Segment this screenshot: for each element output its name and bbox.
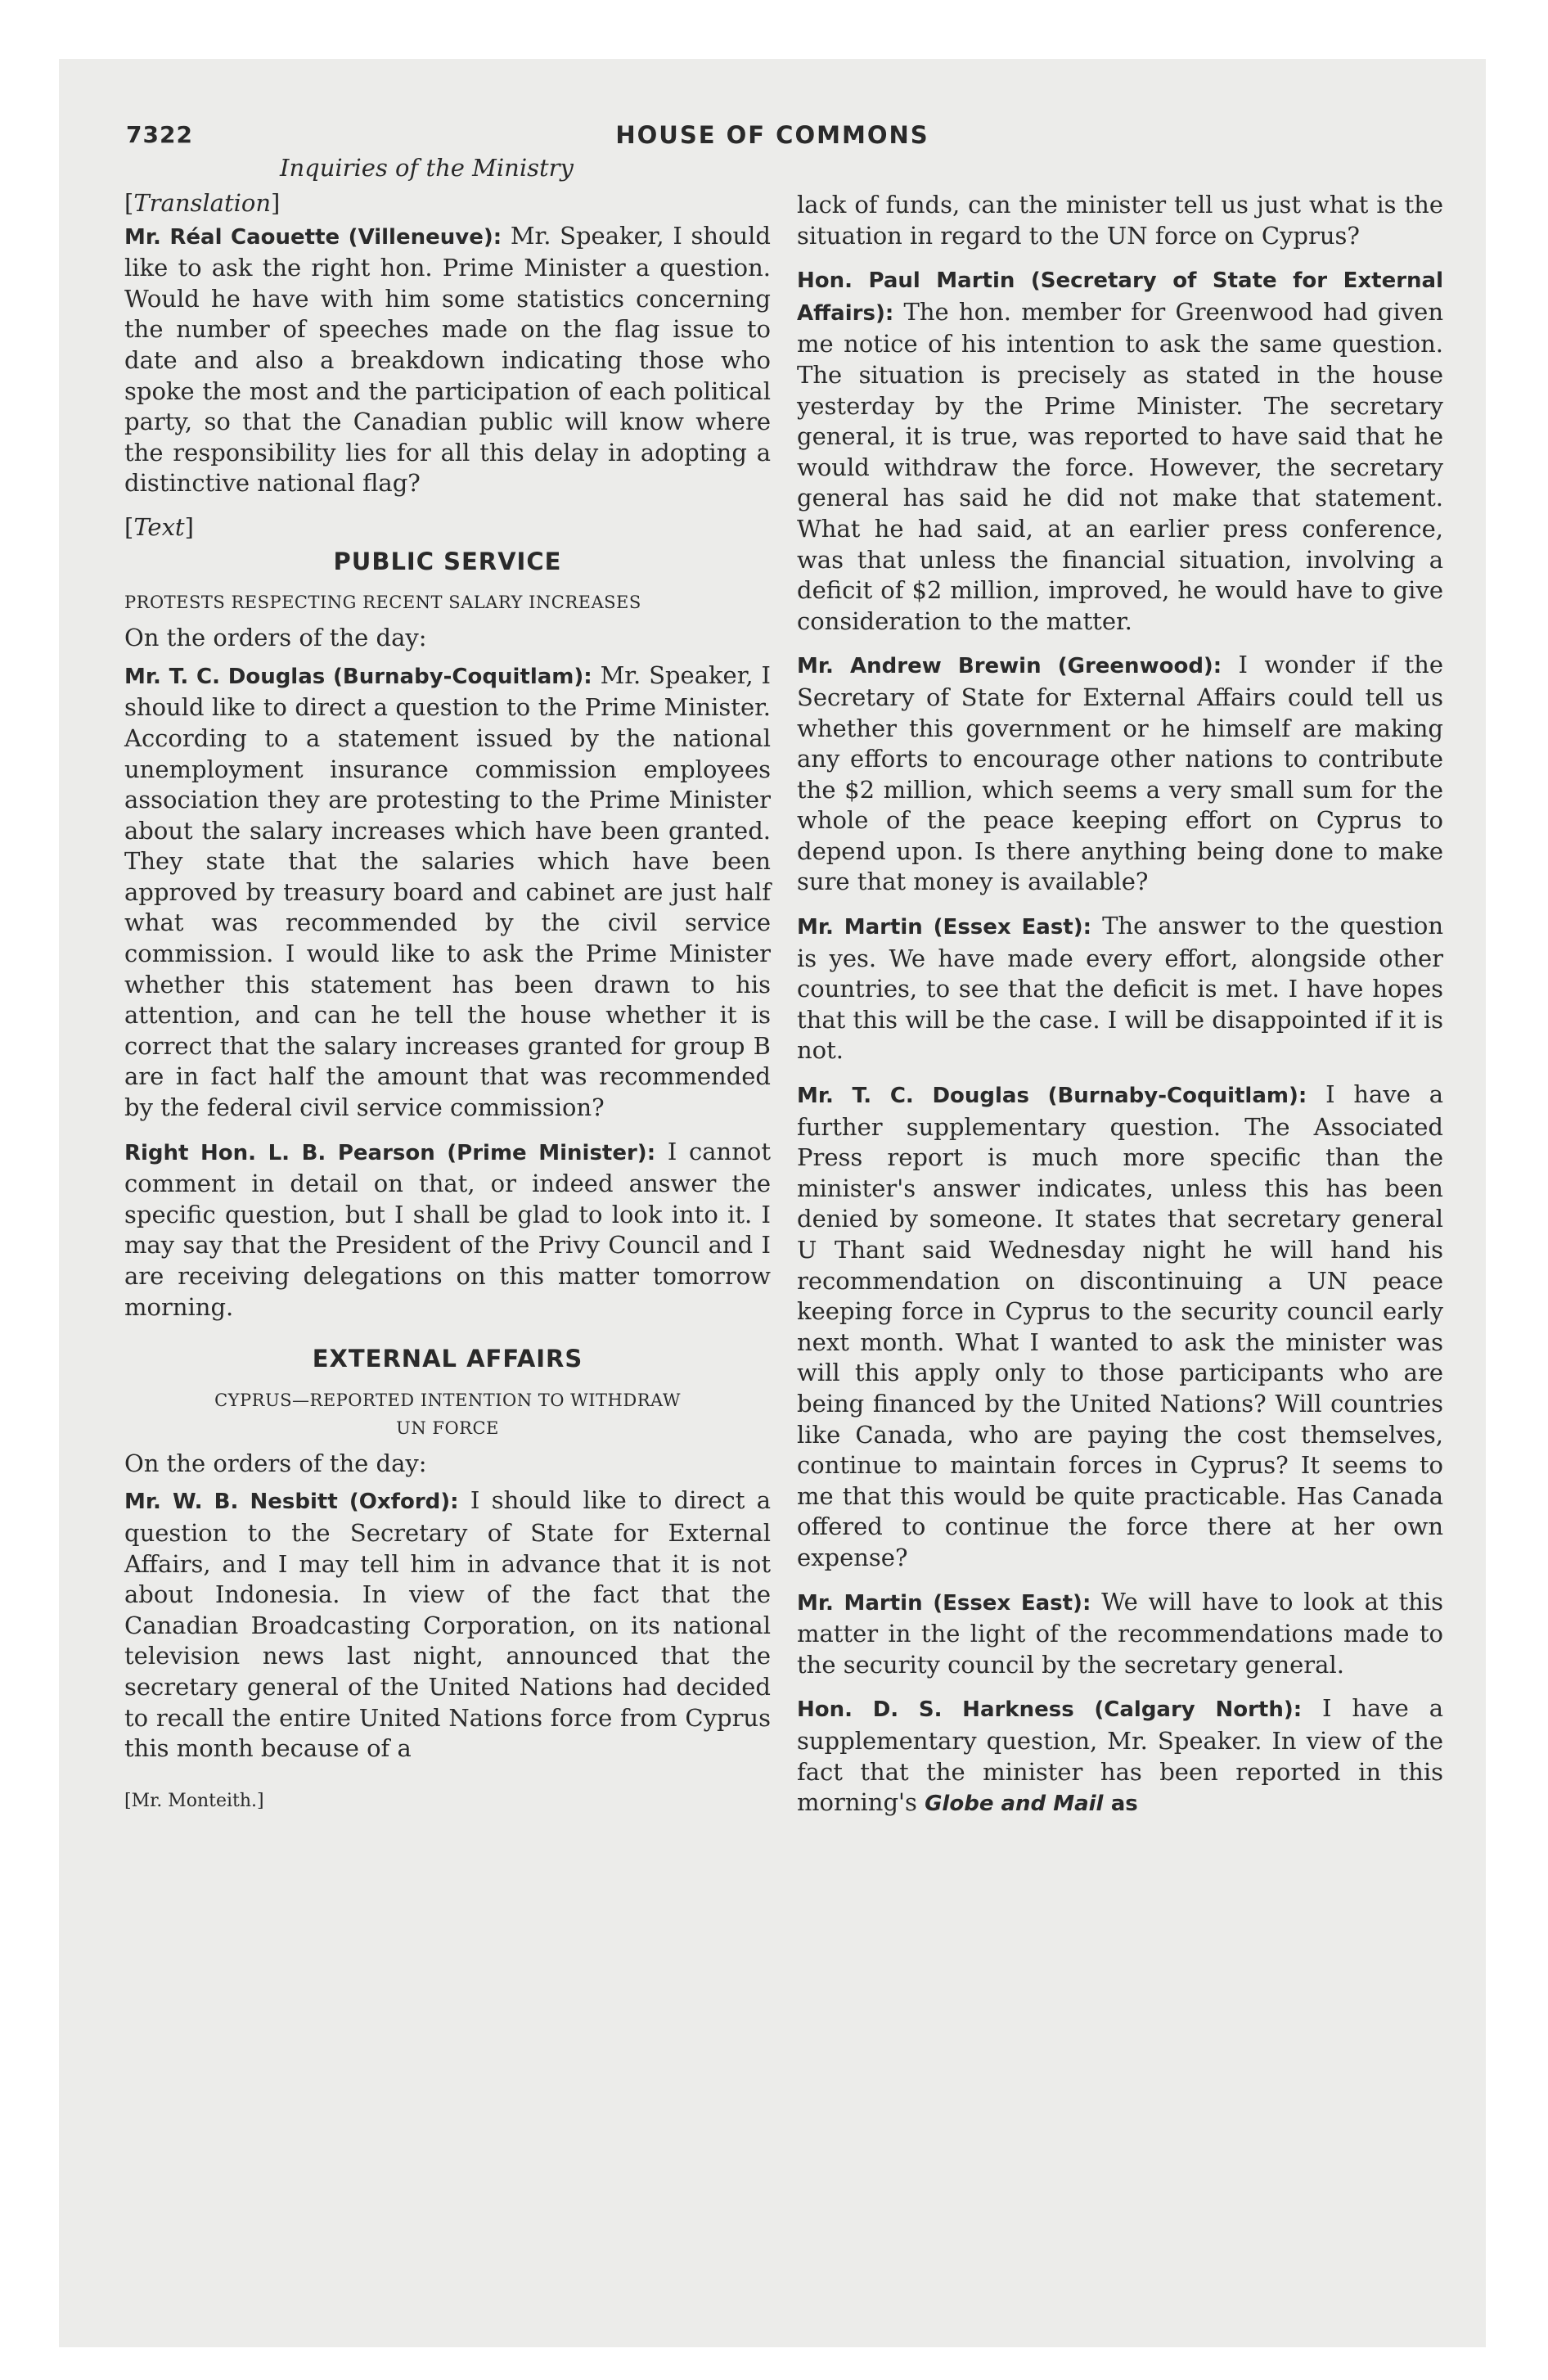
page-sheet [59, 59, 1486, 2347]
speaker-caouette: Mr. Réal Caouette (Villeneuve): [124, 224, 502, 250]
speech-brewin: I wonder if the Secretary of State for External Affairs could tell us whether this government or he himself are making any efforts to encourage other nations to contribute the $2 million, which seems a very small sum for the whole of the peace keeping effort on Cyprus to depend upon. Is there anything being done to make sure that money is available? [797, 651, 1444, 896]
subsection-salary-increases: PROTESTS RESPECTING RECENT SALARY INCREASES [124, 593, 641, 613]
speech-martin-3: We will have to look at this matter in the light of the recommendations made to the security council by the secretary general. [797, 1587, 1443, 1679]
paragraph-martin-3 [797, 1587, 1443, 1681]
page-heading: HOUSE OF COMMONS [615, 121, 929, 149]
speech-nesbitt: I should like to direct a question to the Secretary of State for External Affairs, and I may tell him in advance that it is not about Indonesia. In view of the fact that the Canadian Broadcasting Corporation, on its national television news last night, announced that the secretary general of the United Nations had decided to recall the entire United Nations force from Cyprus this month because of a [124, 1486, 772, 1763]
speech-harkness-a: I have a supplementary question, Mr. Speaker. In view of the fact that the minister has been reported in this morning's [797, 1694, 1443, 1817]
right-column [797, 190, 1443, 1833]
subsection-cyprus: CYPRUS—REPORTED INTENTION TO WITHDRAW UN FORCE [214, 1390, 681, 1438]
speech-douglas-2: I have a further supplementary question. The Associated Press report is much more specific than the minister's answer indicates, unless this has been denied by someone. It states that secretary general U Thant said Wednesday night he will hand his recommendation on discontinuing a UN peace keeping force in Cyprus to the security council early next month. What I wanted to ask the minister was will this apply only to those participants who are being financed by the United Nations? Will countries like Canada, who are paying the cost themselves, continue to maintain forces in Cyprus? It seems to me that this would be quite practicable. Has Canada offered to continue the force there at her own expense? [797, 1080, 1444, 1571]
speech-caouette: Mr. Speaker, I should like to ask the right hon. Prime Minister a question. Would he have with him some statistics concerning the number of speeches made on the flag issue to date and also a breakdown indicating those who spoke the most and the participation of each political party, so that the Canadian public will know where the responsibility lies for all this delay in adopting a distinctive national flag? [124, 221, 772, 498]
text-tag: [Text] [124, 512, 194, 541]
paragraph-brewin [797, 650, 1443, 898]
section-title-external-affairs: EXTERNAL AFFAIRS [312, 1345, 583, 1373]
speech-martin-2: The answer to the question is yes. We have made every effort, alongside other countries, to see that the deficit is met. I have hopes that this will be the case. I will be disappointed if it is not. [797, 912, 1443, 1065]
page-footer: [Mr. Monteith.] [124, 1790, 264, 1811]
speaker-harkness: Hon. D. S. Harkness (Calgary North): [797, 1697, 1303, 1723]
speech-harkness-b: as [1110, 1792, 1138, 1817]
speaker-douglas: Mr. T. C. Douglas (Burnaby-Coquitlam): [124, 664, 592, 689]
speaker-martin: Hon. Paul Martin (Secretary of State for External Affairs): [797, 268, 1443, 326]
speaker-nesbitt: Mr. W. B. Nesbitt (Oxford): [124, 1490, 459, 1515]
paragraph-caouette [124, 221, 771, 499]
left-column [124, 188, 771, 1816]
page-number: 7322 [126, 121, 193, 148]
translation-tag: [Translation] [124, 189, 281, 217]
section-title-public-service: PUBLIC SERVICE [333, 547, 562, 575]
orders-of-the-day: On the orders of the day: [124, 624, 427, 652]
paragraph-nesbitt-continued: lack of funds, can the minister tell us just what is the situation in regard to the UN force on Cyprus? [797, 191, 1443, 250]
paragraph-douglas-1 [124, 660, 771, 1124]
orders-of-the-day-2: On the orders of the day: [124, 1449, 427, 1477]
speaker-martin-essex-2: Mr. Martin (Essex East): [797, 1590, 1091, 1616]
speech-douglas-1: Mr. Speaker, I should like to direct a question to the Prime Minister. According to a statement issued by the national unemployment insurance commission employees association they are protesting to the Prime Minister about the salary increases which have been granted. They state that the salaries which have been approved by treasury board and cabinet are just half what was recommended by the civil service commission. I would like to ask the Prime Minister whether this statement has been drawn to his attention, and can he tell the house whether it is correct that the salary increases granted for group B are in fact half the amount that was recommended by the federal civil service commission? [124, 660, 771, 1122]
speaker-pearson: Right Hon. L. B. Pearson (Prime Minister): [124, 1140, 656, 1165]
speaker-douglas-2: Mr. T. C. Douglas (Burnaby-Coquitlam): [797, 1084, 1307, 1109]
paragraph-martin-1 [797, 264, 1443, 637]
speaker-brewin: Mr. Andrew Brewin (Greenwood): [797, 654, 1222, 679]
running-subheading: Inquiries of the Ministry [280, 154, 574, 182]
paragraph-nesbitt [124, 1485, 771, 1764]
paragraph-pearson [124, 1137, 771, 1323]
speech-martin-1: The hon. member for Greenwood had given me notice of his intention to ask the same question. The situation is precisely as stated in the house yesterday by the Prime Minister. The secretary general, it is true, was reported to have said that he would withdraw the force. However, the secretary general has said he did not make that statement. What he had said, at an earlier press conference, was that unless the financial situation, involving a deficit of $2 million, improved, he would have to give consideration to the matter. [797, 297, 1443, 635]
paragraph-douglas-2 [797, 1080, 1443, 1574]
paragraph-martin-2 [797, 911, 1443, 1066]
newspaper-title: Globe and Mail [925, 1792, 1104, 1817]
paragraph-harkness [797, 1693, 1443, 1819]
speech-pearson: I cannot comment in detail on that, or indeed answer the specific question, but I shall be glad to look into it. I may say that the President of the Privy Council and I are receiving delegations on this matter tomorrow morning. [124, 1137, 771, 1321]
speaker-martin-essex: Mr. Martin (Essex East): [797, 915, 1092, 940]
